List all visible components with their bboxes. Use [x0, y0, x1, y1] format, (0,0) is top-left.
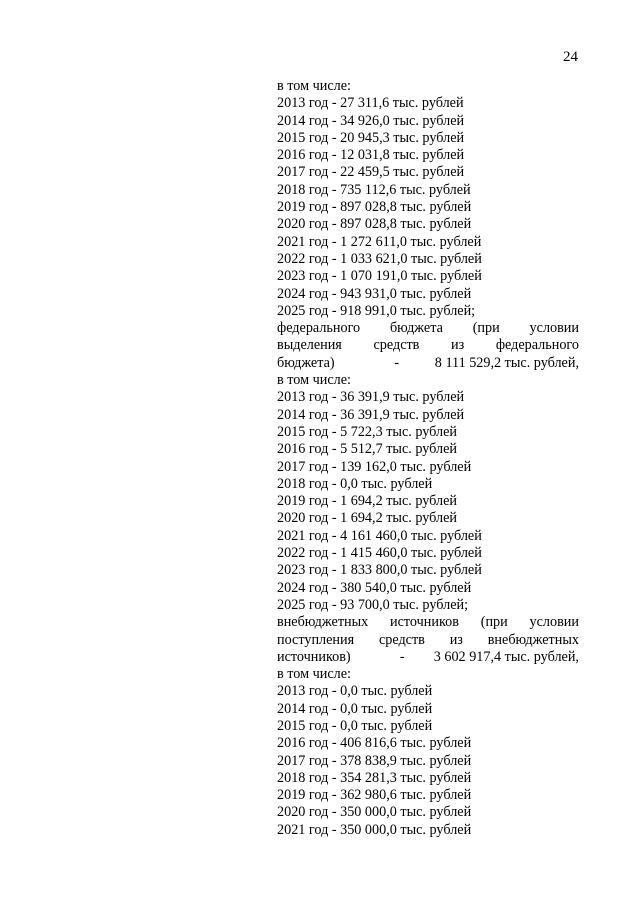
word: средств: [378, 631, 425, 648]
page-number: 24: [563, 49, 578, 65]
word: бюджета): [277, 354, 335, 371]
list-item: 2023 год - 1 070 191,0 тыс. рублей: [277, 268, 482, 285]
word: источников: [390, 614, 459, 631]
word: внебюджетных: [487, 631, 579, 648]
list-item: 2022 год - 1 415 460,0 тыс. рублей: [277, 545, 482, 562]
dash: -: [394, 354, 400, 371]
list-item: 2020 год - 1 694,2 тыс. рублей: [277, 510, 457, 527]
list-item: 2021 год - 1 272 611,0 тыс. рублей: [277, 233, 482, 250]
word: выделения: [277, 337, 342, 354]
list-item: 2015 год - 0,0 тыс. рублей: [277, 717, 433, 734]
word: федерального: [495, 337, 579, 354]
extrabudget-paragraph: [277, 614, 579, 666]
block1-intro: в том числе:: [277, 78, 351, 94]
list-item: 2019 год - 362 980,6 тыс. рублей: [277, 787, 472, 804]
list-item: 2014 год - 34 926,0 тыс. рублей: [277, 112, 465, 129]
list-item: 2023 год - 1 833 800,0 тыс. рублей: [277, 562, 482, 579]
list-item: 2020 год - 897 028,8 тыс. рублей: [277, 216, 472, 233]
extrabudget-intro: в том числе:: [277, 666, 351, 683]
word: источников): [277, 648, 351, 665]
list-item: 2018 год - 0,0 тыс. рублей: [277, 475, 433, 492]
list-item: 2021 год - 350 000,0 тыс. рублей: [277, 821, 472, 838]
document-body: [277, 78, 579, 839]
list-item: 2013 год - 27 311,6 тыс. рублей: [277, 95, 464, 112]
list-item: 2016 год - 12 031,8 тыс. рублей: [277, 147, 465, 164]
list-item: 2016 год - 406 816,6 тыс. рублей: [277, 735, 472, 752]
list-item: 2025 год - 93 700,0 тыс. рублей;: [277, 596, 469, 613]
federal-years-list: [277, 389, 579, 614]
list-item: 2014 год - 36 391,9 тыс. рублей: [277, 406, 465, 423]
word: условии: [529, 320, 579, 337]
list-item: 2017 год - 378 838,9 тыс. рублей: [277, 752, 472, 769]
federal-line-1: [277, 320, 579, 337]
extrabudget-line-2: [277, 632, 579, 649]
word: (при: [480, 614, 508, 631]
list-item: 2013 год - 0,0 тыс. рублей: [277, 683, 433, 700]
federal-budget-paragraph: [277, 320, 579, 372]
list-item: 2024 год - 380 540,0 тыс. рублей: [277, 579, 472, 596]
list-item: 2020 год - 350 000,0 тыс. рублей: [277, 804, 472, 821]
federal-total-amount: 8 111 529,2 тыс. рублей,: [434, 354, 579, 371]
list-item: 2017 год - 139 162,0 тыс. рублей: [277, 458, 472, 475]
list-item: 2015 год - 5 722,3 тыс. рублей: [277, 423, 457, 440]
word: (при: [472, 320, 500, 337]
list-item: 2024 год - 943 931,0 тыс. рублей: [277, 285, 472, 302]
word: федерального: [277, 320, 361, 337]
list-item: 2018 год - 735 112,6 тыс. рублей: [277, 181, 471, 198]
list-item: 2021 год - 4 161 460,0 тыс. рублей: [277, 527, 482, 544]
federal-intro: в том числе:: [277, 372, 351, 389]
list-item: 2014 год - 0,0 тыс. рублей: [277, 700, 433, 717]
list-item: 2019 год - 897 028,8 тыс. рублей: [277, 199, 472, 216]
federal-line-2: [277, 337, 579, 354]
extrabudget-line-3: [277, 649, 579, 666]
word: из: [451, 337, 465, 354]
list-item: 2017 год - 22 459,5 тыс. рублей: [277, 164, 465, 181]
extrabudget-years-list: [277, 683, 579, 839]
word: поступления: [277, 631, 355, 648]
list-item: 2015 год - 20 945,3 тыс. рублей: [277, 129, 465, 146]
list-item: 2022 год - 1 033 621,0 тыс. рублей: [277, 250, 482, 267]
list-item: 2019 год - 1 694,2 тыс. рублей: [277, 493, 457, 510]
list-item: 2013 год - 36 391,9 тыс. рублей: [277, 389, 465, 406]
word: средств: [373, 337, 420, 354]
extrabudget-line-1: [277, 614, 579, 631]
list-item: 2025 год - 918 991,0 тыс. рублей;: [277, 302, 476, 319]
extrabudget-total-amount: 3 602 917,4 тыс. рублей,: [433, 648, 579, 665]
word: из: [449, 631, 463, 648]
list-item: 2016 год - 5 512,7 тыс. рублей: [277, 441, 457, 458]
word: бюджета: [389, 320, 443, 337]
list-item: 2018 год - 354 281,3 тыс. рублей: [277, 769, 472, 786]
dash: -: [399, 648, 405, 665]
word: условии: [529, 614, 579, 631]
block1-years-list: [277, 95, 579, 320]
federal-line-3: [277, 355, 579, 372]
word: внебюджетных: [277, 614, 369, 631]
